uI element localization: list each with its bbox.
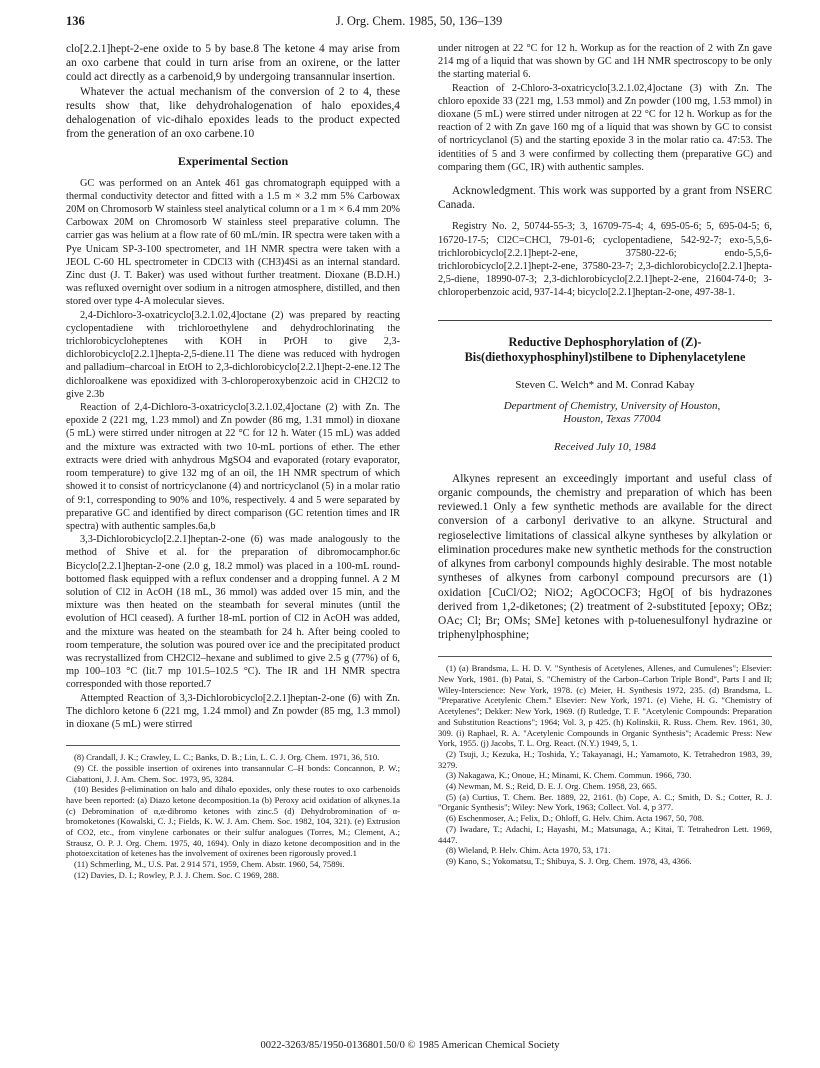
article-title: Reductive Dephosphorylation of (Z)-Bis(diethoxyphosphinyl)stilbene to Diphenylacetylene xyxy=(464,334,746,364)
footnote: (8) Wieland, P. Helv. Chim. Acta 1970, 53, 171. xyxy=(446,845,611,856)
article-divider xyxy=(438,320,772,321)
paragraph: Attempted Reaction of 3,3-Dichlorobicyclo[2.2.1]heptan-2-one (6) with Zn. The dichloro ketone 6 (221 mg, 1.24 mmol) and Zn powder (85 mg, 1.3 mmol) in dioxane (5 mL) were stirred xyxy=(66,692,400,730)
article-body: Alkynes represent an exceedingly important and useful class of organic compounds, the chemistry and preparation of which has been reviewed.1 Only a few synthetic methods are available for the direct conversion of a carbonyl derivative to an alkyne. Structural and regioselective limitations of classical alkyne syntheses by alkylation or elimination procedures make new synthetic methods for the construction of alkynes from carbonyl compounds highly desirable. The most notable syntheses of alkynes from carbonyl compound precursors are (1) oxidation [CuCl/O2; NiO2; AgOCOCF3; HgO[ of bis hydrazones derived from 1,2-diketones; (2) treatment of 2-substituted [epoxy; OBz; OAc; Cl; Br; OMs; SMe] ketones with p-toluenesulfonyl hydrazine or triphenylphosphine; xyxy=(438,472,772,642)
article-authors: Steven C. Welch* and M. Conrad Kabay xyxy=(515,378,695,391)
footnote-divider xyxy=(66,745,400,746)
affiliation: Houston, Texas 77004 xyxy=(563,413,661,426)
paragraph: 2,4-Dichloro-3-oxatricyclo[3.2.1.02,4]octane (2) was prepared by reacting cyclopentadiene with trichloroethylene and dehydrochlorinating the trichlorobicycloheptenes with KOH in PrOH to give 2,3-dichlorobicyclo[2.2.1]hepta-2,5-diene.11 The diene was reduced with hydrogen and palladium–charcoal in EtOH to 2,3-dichlorobicyclo[2.2.1]hept-2-ene.12 The dichloroalkene was epoxidized with 3-chloroperoxybenzoic acid in CH2Cl2 to give 2.3b xyxy=(66,309,400,400)
footnote: (4) Newman, M. S.; Reid, D. E. J. Org. Chem. 1958, 23, 665. xyxy=(446,781,657,792)
paragraph: 3,3-Dichlorobicyclo[2.2.1]heptan-2-one (6) was made analogously to the method of Shive et al. for the preparation of dibromocamphor.6c Bicyclo[2.2.1]heptan-2-one (2.0 g, 18.2 mmol) was placed in a 100-mL round-bottomed flask equipped with a reflux condenser and a dropping funnel. A 2 M solution of Cl2 in AcOH (18 mL, 36 mmol) was added over 15 min, and the mixture was then heated on the steambath for several minutes (until the evolution of HCl ceased). A further 18-mL portion of Cl2 in AcOH was added, and the mixture was heated on the steambath for 24 h. After being cooled to room temperature, the solution was poured over ice and the precipitated product was recrystallized from CH2Cl2–hexane and sublimed to give 2.5 g (77%) of 6, mp 100–103 °C (lit.7 mp 101.5–102.5 °C). The IR and 1H NMR spectra corresponded with those reported.7 xyxy=(66,534,400,691)
received-date: Received July 10, 1984 xyxy=(553,440,656,453)
footnotes xyxy=(66,752,400,880)
footnote: (1) (a) Brandsma, L. H. D. V. "Synthesis of Acetylenes, Allenes, and Cumulenes"; Elsevier: New York, 1981. (b) Patai, S. "Chemistry of the Carbon–Carbon Triple Bond", Parts I and II; Wiley-Interscience: New York, 1978. (c) Meier, H. Synthesis 1972, 235. (d) Brandsma, L. "Preparative Acetylenic Chem." Elsevier: New York, 1971. (e) Viehe, H. G. "Chemistry of Acetylenes"; Dekker: New York, 1969. (f) Rutledge, T. F. "Acetylenic Compounds: Preparation and Substitution Reactions"; 1964; Vol. 3, p 425. (h) Kolinskii, R. Russ. Chem. Rev. 1961, 30, 309. (i) Raphael, R. A. "Acetylenic Compounds in Organic Synthesis"; Academic Press: New York, 1955. (j) Jacobs, T. L. Org. React. (N.Y.) 1949, 5, 1. xyxy=(438,663,772,749)
footnote: (3) Nakagawa, K.; Onoue, H.; Minami, K. Chem. Commun. 1966, 730. xyxy=(446,770,692,781)
running-header xyxy=(66,14,772,32)
footnote: (8) Crandall, J. K.; Crawley, L. C.; Banks, D. B.; Lin, L. C. J. Org. Chem. 1971, 36, 510. xyxy=(74,752,380,763)
footnotes xyxy=(438,663,772,866)
footnote: (12) Davies, D. I.; Rowley, P. J. J. Chem. Soc. C 1969, 288. xyxy=(74,869,279,880)
paragraph: Whatever the actual mechanism of the conversion of 2 to 4, these results show that, like dehydrohalogenation of halo epoxides,4 dehalogenation of vic-dihalo epoxides leads to the product expected from the generation of an oxo carbene.10 xyxy=(66,85,400,141)
footnote: (9) Cf. the possible insertion of oxirenes into transannular C–H bonds: Concannon, P. W.; Ciabattoni, J. J. Am. Chem. Soc. 1973, 95, 3284. xyxy=(66,762,400,784)
paragraph: GC was performed on an Antek 461 gas chromatograph equipped with a thermal conductivity detector and fitted with a 1.5 m × 3.2 mm 5% Carbowax 20M on Chromosorb W stainless steel analytical column or a 1 m × 6.4 mm 20% Carbowax 20M on Chromosorb W stainless steel preparative column. The carrier gas was helium at a flow rate of 60 mL/min. IR spectra were taken with a Pye Unicam SP-3-100 spectrometer, and 1H NMR spectra were taken with a JEOL C-60 HL spectrometer in CDCl3 with (CH3)4Si as an internal standard. Zinc dust (J. T. Baker) was used without further treatment. Dioxane (B.D.H.) was refluxed overnight over sodium in a nitrogen atmosphere, distilled, and then stored over type 4-A molecular sieves. xyxy=(66,177,400,308)
footnote: (5) (a) Curtius, T. Chem. Ber. 1889, 22, 2161. (b) Cope, A. C.; Smith, D. S.; Cotter, R. J. "Organic Synthesis"; Wiley: New York, 1963; Collect. Vol. 4, p 377. xyxy=(438,791,772,813)
footnote: (10) Besides β-elimination on halo and dihalo epoxides, only these routes to oxo carbenoids have been reported: (a) Diazo ketone decomposition.1a (b) Peroxy acid oxidation of alkynes.1a (c) Debromination of α,α-dibromo ketones with zinc.5 (d) Dehydrobromination of α-bromoketones (Kowalski, C. J.; Fields, K. W. J. Am. Chem. Soc. 1982, 104, 321). (e) Extrusion of CO2, etc., from vinylene carbonates or their sulfur analogues (Torres, M.; Clement, A.; Strausz, O. P. J. Org. Chem. 1975, 40, 1694). Only in diazo ketone decomposition and in the photoexcitation of ketenes has the involvement of oxirenes been rigorously proved.1 xyxy=(66,784,400,859)
right-column xyxy=(438,42,772,867)
registry-numbers: Registry No. 2, 50744-55-3; 3, 16709-75-4; 4, 695-05-6; 5, 695-04-5; 6, 16720-17-5; Cl2C=CHCl, 79-01-6; cyclopentadiene, 542-92-7; exo-5,5,6-trichlorobicyclo[2.2.1]hept-2-ene, 37580-22-6; endo-5,5,6-trichlorobicyclo[2.2.1]hept-2-ene, 37580-23-7; 2,3-dichlorobicyclo[2.2.1]hepta-2,5-diene, 18990-07-3; 2,3-dichlorobicyclo[2.2.1]hept-2-ene, 21604-74-0; 3-chloroperbenzoic acid, 937-14-4; bicyclo[2.2.1]heptan-2-one, 497-38-1. xyxy=(438,221,772,299)
paragraph: Reaction of 2,4-Dichloro-3-oxatricyclo[3.2.1.02,4]octane (2) with Zn. The epoxide 2 (221 mg, 1.23 mmol) and Zn powder (86 mg, 1.31 mmol) in dioxane (5 mL) were stirred under nitrogen at 22 °C for 12 h. Water (15 mL) was added and the mixture was extracted with two 10-mL portions of ether. The ether extracts were dried with anhydrous MgSO4 and evaporated (rotary evaporator, room temperature) to give 132 mg of an oil, the 1H NMR spectrum of which showed it to consist of nortricyclanone (4) and nortricyclanol (5) in a molar ratio of 9:1, corresponding to 90% and 10%, respectively. 4 and 5 were separated by preparative GC and identified by direct comparison (GC retention times and IR spectra) with authentic samples.6a,b xyxy=(66,402,400,532)
acknowledgment: Acknowledgment. This work was supported by a grant from NSERC Canada. xyxy=(438,185,772,212)
page-number: 136 xyxy=(66,14,85,28)
intro-text xyxy=(66,42,400,141)
journal-citation: J. Org. Chem. 1985, 50, 136–139 xyxy=(335,14,503,28)
paragraph: under nitrogen at 22 °C for 12 h. Workup as for the reaction of 2 with Zn gave 214 mg of a liquid that was shown by GC and 1H NMR spectroscopy to be only the starting material 6. xyxy=(438,43,772,81)
footnote: (7) Iwadare, T.; Adachi, I.; Hayashi, M.; Matsunaga, A.; Kitai, T. Tetrahedron Lett. 1969, 4447. xyxy=(438,823,772,845)
paragraph: Reaction of 2-Chloro-3-oxatricyclo[3.2.1.02,4]octane (3) with Zn. The chloro epoxide 33 (221 mg, 1.53 mmol) and Zn powder (100 mg, 1.53 mmol) in dioxane (5 mL) were stirred under nitrogen at 22 °C for 12 h. Workup as for the reaction of 2 with Zn gave 160 mg of a liquid that was shown by GC to consist of nortricyclanol (5) and the starting epoxide 3 in the molar ratio ca. 47:53. The identities of 5 and 3 were confirmed by collecting them (preparative GC) and comparing them (GC, IR) with authentic samples. xyxy=(438,82,772,173)
footnote: (2) Tsuji, J.; Kezuka, H.; Toshida, Y.; Takayanagi, H.; Yamamoto, K. Tetrahedron 1983, 39, 3279. xyxy=(438,748,772,770)
left-column xyxy=(66,42,400,881)
footnote: (6) Eschenmoser, A.; Felix, D.; Ohloff, G. Helv. Chim. Acta 1967, 50, 708. xyxy=(446,813,704,824)
footnote-divider xyxy=(438,656,772,657)
affiliation: Department of Chemistry, University of Houston, xyxy=(503,399,721,412)
section-heading: Experimental Section xyxy=(177,154,289,169)
footnote: (9) Kano, S.; Yokomatsu, T.; Shibuya, S. J. Org. Chem. 1978, 43, 4366. xyxy=(446,855,692,866)
footnote: (11) Schmerling, M., U.S. Pat. 2 914 571, 1959, Chem. Abstr. 1960, 54, 7589i. xyxy=(74,859,345,870)
copyright-footer: 0022-3263/85/1950-0136801.50/0 © 1985 American Chemical Society xyxy=(260,1040,560,1051)
paragraph: clo[2.2.1]hept-2-ene oxide to 5 by base.8 The ketone 4 may arise from an oxo carbene that could in turn arise from an oxirene, or the latter could act directly as a carbenoid,9 by undergoing transannular insertion. xyxy=(66,43,400,84)
